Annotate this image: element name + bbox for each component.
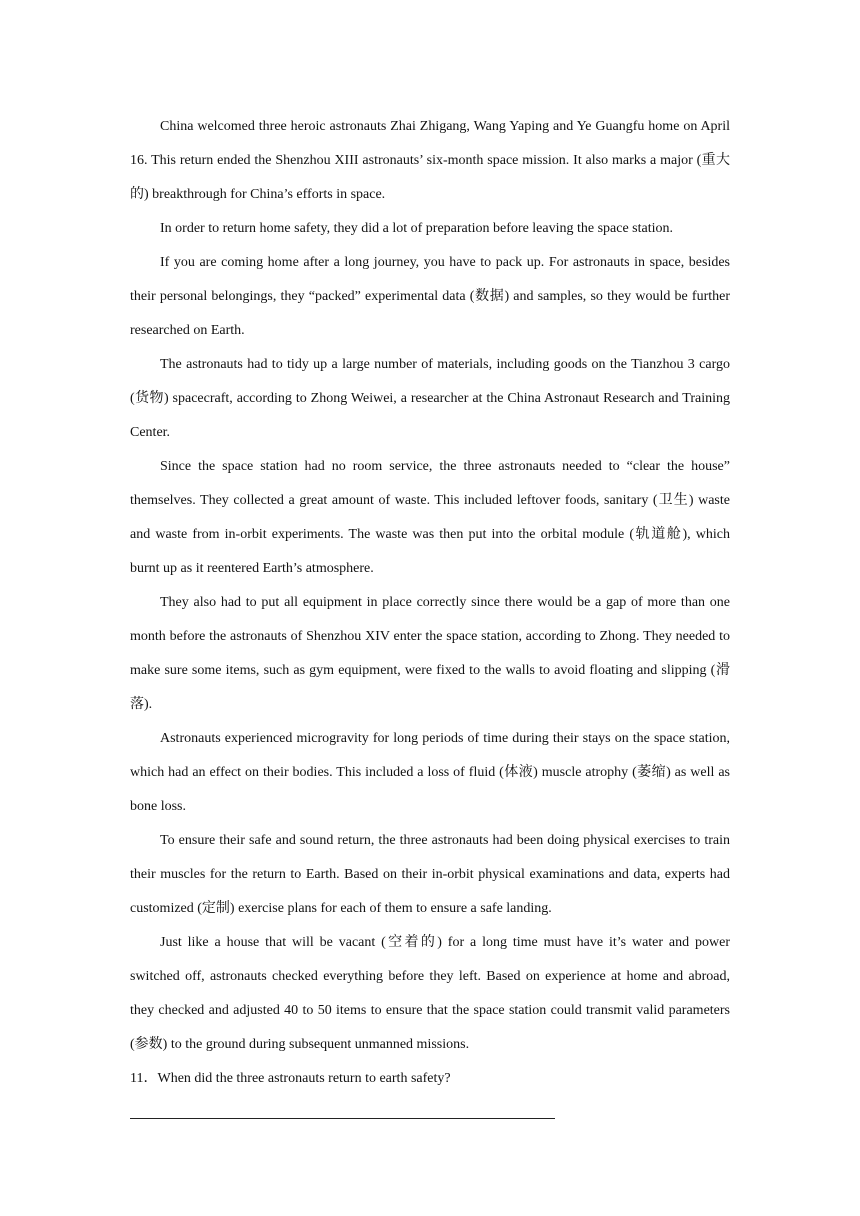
paragraph-7: Astronauts experienced microgravity for long periods of time during their stays on the space station, which had an effect on their bodies. This included a loss of fluid (体液) muscle atrophy (萎缩) as well as bone loss. [130,731,730,814]
paragraph-1: China welcomed three heroic astronauts Zhai Zhigang, Wang Yaping and Ye Guangfu home on April 16. This return ended the Shenzhou XIII astronauts’ six-month space mission. It also marks a major (重大的) breakthrough for China’s efforts in space. [130,119,730,202]
reading-passage [130,110,730,1119]
question-11 [130,1062,730,1096]
paragraph-3: If you are coming home after a long journey, you have to pack up. For astronauts in space, besides their personal belongings, they “packed” experimental data (数据) and samples, so they would be further researched on Earth. [130,255,730,338]
paragraph-2: In order to return home safety, they did a lot of preparation before leaving the space station. [160,221,674,236]
paragraph-5: Since the space station had no room service, the three astronauts needed to “clear the house” themselves. They collected a great amount of waste. This included leftover foods, sanitary (卫生) waste and waste from in-orbit experiments. The waste was then put into the orbital module (轨道舱), which burnt up as it reentered Earth’s atmosphere. [130,459,730,576]
paragraph-9: Just like a house that will be vacant (空着的) for a long time must have it’s water and power switched off, astronauts checked everything before they left. Based on experience at home and abroad, they checked and adjusted 40 to 50 items to ensure that the space station could transmit valid parameters (参数) to the ground during subsequent unmanned missions. [130,935,730,1052]
paragraph-4: The astronauts had to tidy up a large number of materials, including goods on the Tianzhou 3 cargo (货物) spacecraft, according to Zhong Weiwei, a researcher at the China Astronaut Research and Training Center. [130,357,730,440]
question-text: When did the three astronauts return to earth safety? [157,1071,451,1086]
paragraph-8: To ensure their safe and sound return, the three astronauts had been doing physical exercises to train their muscles for the return to Earth. Based on their in-orbit physical examinations and data, experts had customized (定制) exercise plans for each of them to ensure a safe landing. [130,833,730,916]
paragraph-6: They also had to put all equipment in place correctly since there would be a gap of more than one month before the astronauts of Shenzhou XIV enter the space station, according to Zhong. They needed to make sure some items, such as gym equipment, were fixed to the walls to avoid floating and slipping (滑落). [130,595,730,712]
question-number: 11． [130,1071,158,1086]
answer-blank-line[interactable] [130,1118,555,1119]
